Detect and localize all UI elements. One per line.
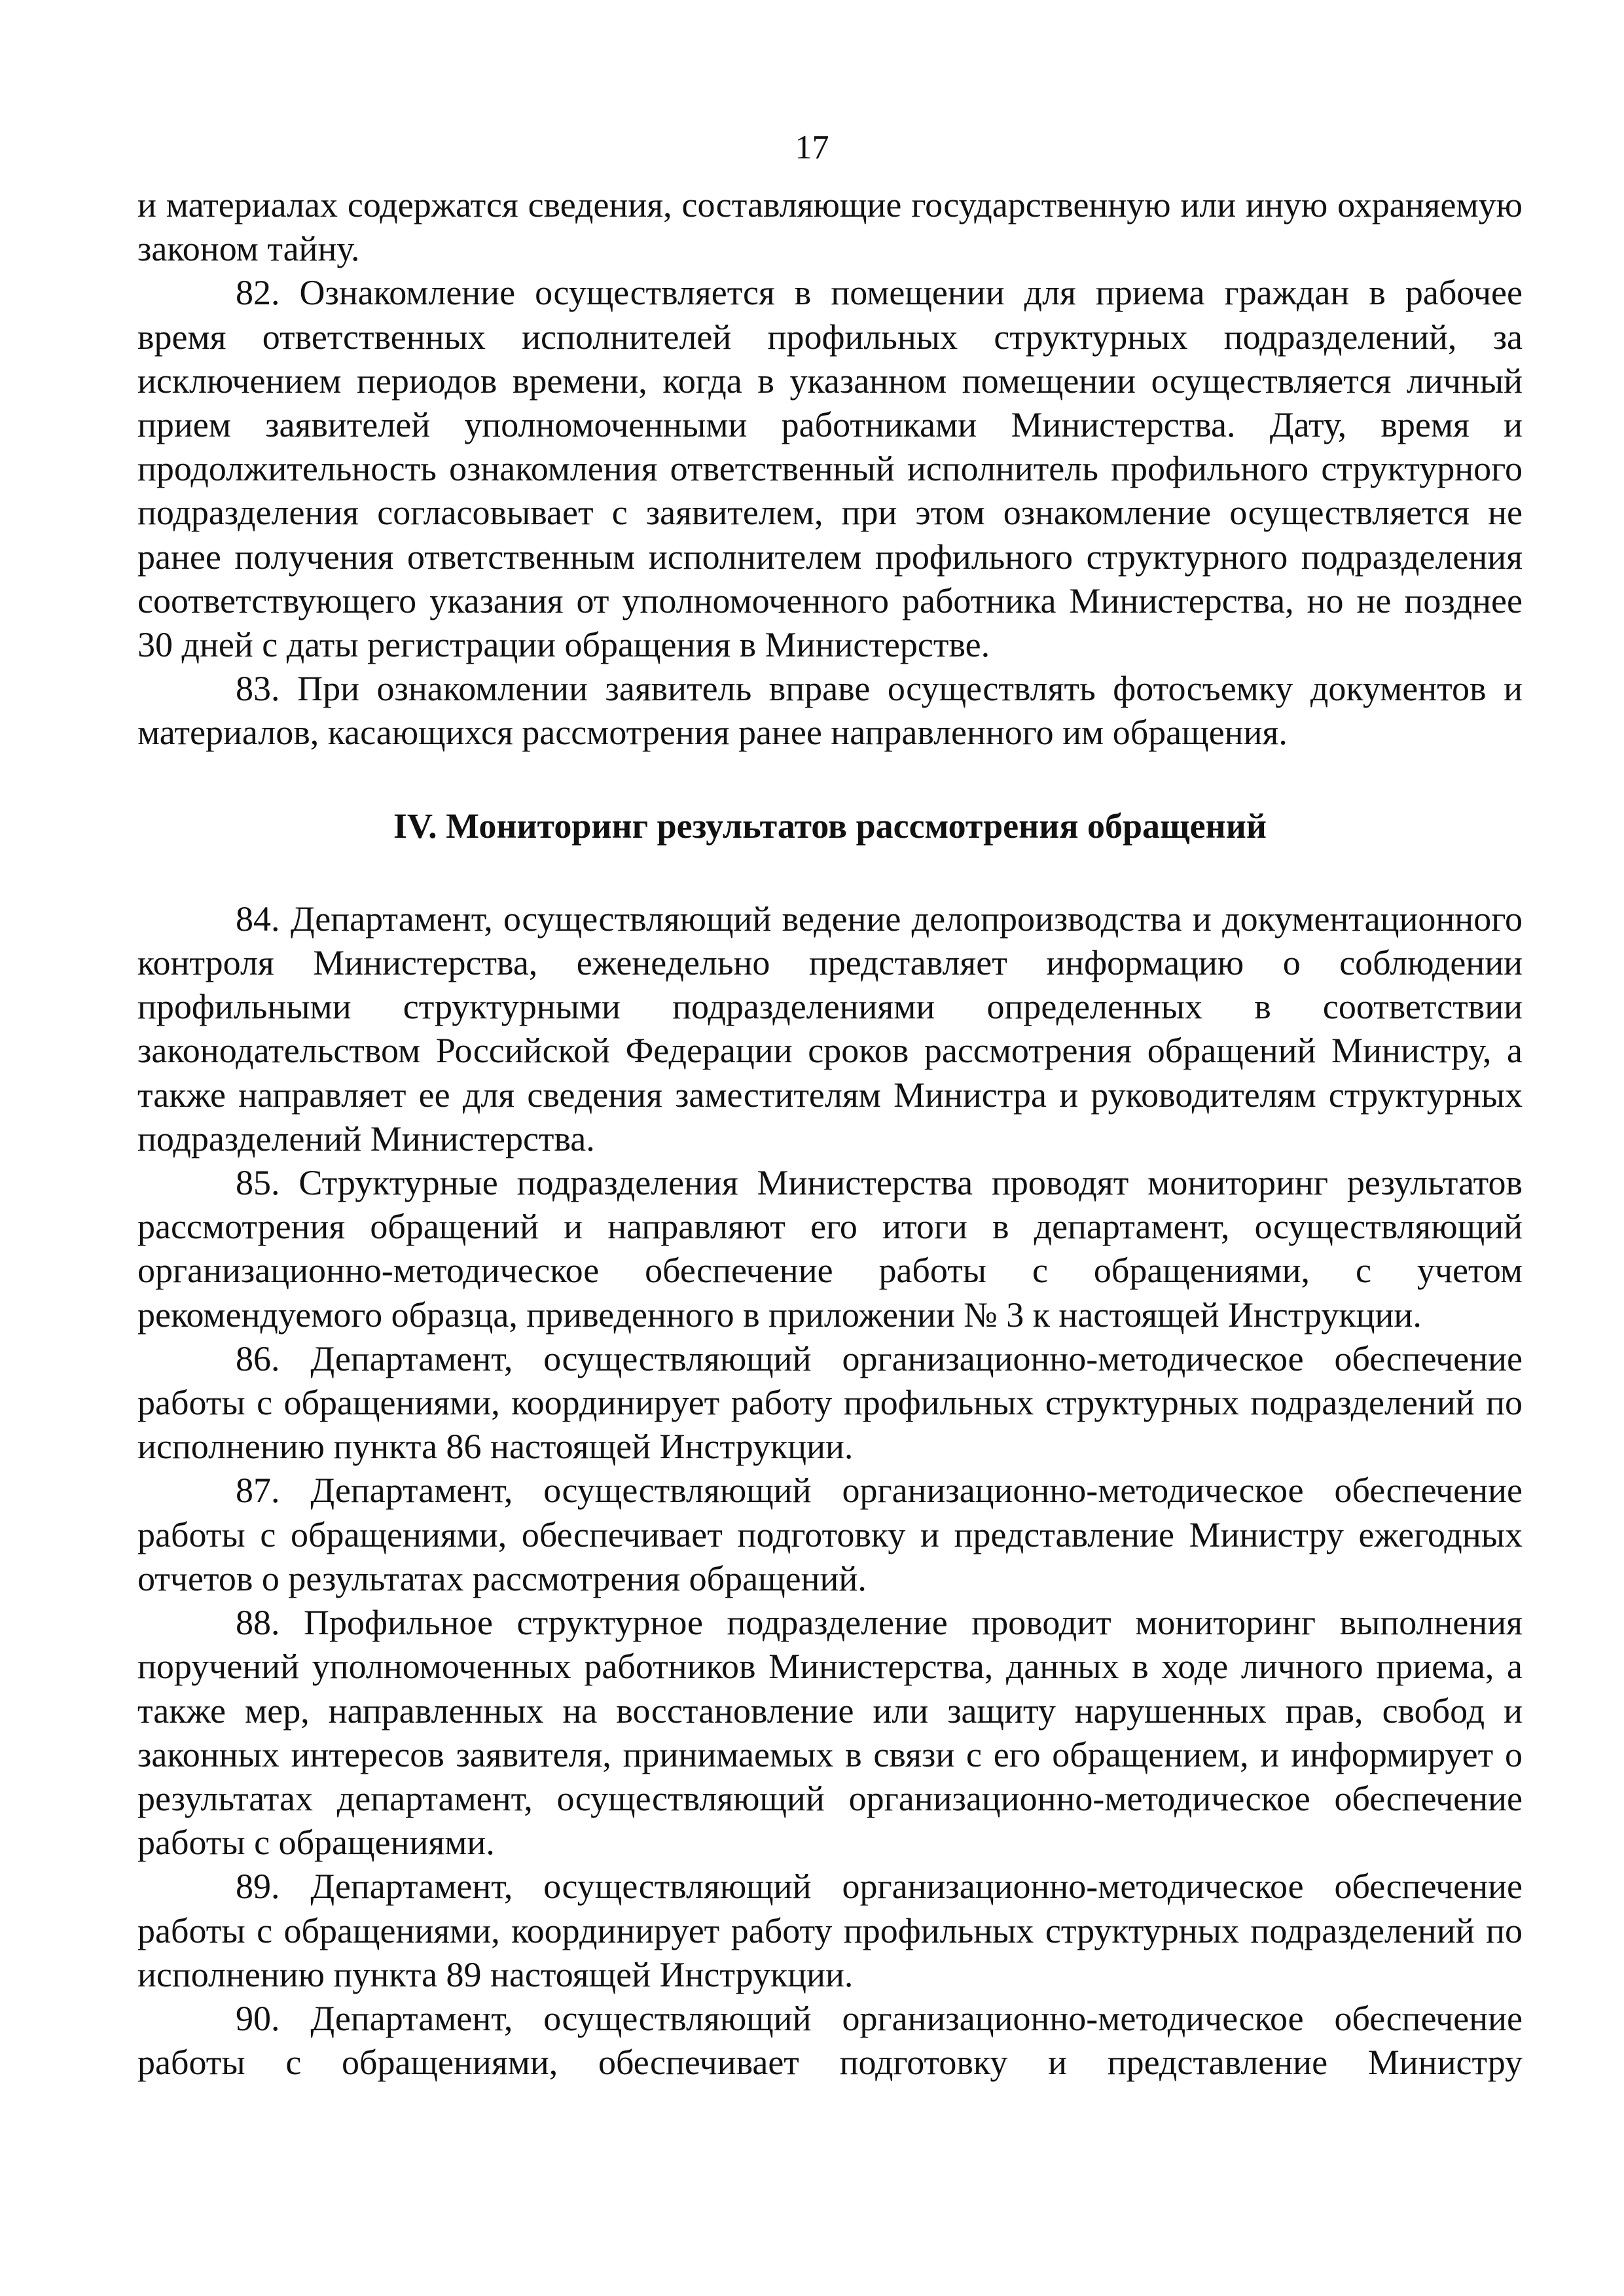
paragraph-84: 84. Департамент, осуществляющий ведение делопроизводства и документационного контроля Министерства, еженедельно представляет информацию о соблюдении профильными структурными подразделениями определенных в соответствии законодательством Российской Федерации сроков рассмотрения обращений Министру, а также направляет ее для сведения заместителям Министра и руководителям структурных подразделений Министерства.	[137, 899, 1523, 1158]
document-body	[137, 183, 1523, 2085]
paragraph-83: 83. При ознакомлении заявитель вправе осуществлять фотосъемку документов и материалов, касающихся рассмотрения ранее направленного им обращения.	[137, 669, 1523, 753]
paragraph-86: 86. Департамент, осуществляющий организационно-методическое обеспечение работы с обращениями, координирует работу профильных структурных подразделений по исполнению пункта 86 настоящей Инструкции.	[137, 1338, 1523, 1467]
paragraph-87: 87. Департамент, осуществляющий организационно-методическое обеспечение работы с обращениями, обеспечивает подготовку и представление Министру ежегодных отчетов о результатах рассмотрения обращений.	[137, 1471, 1523, 1598]
paragraph-89: 89. Департамент, осуществляющий организационно-методическое обеспечение работы с обращениями, координирует работу профильных структурных подразделений по исполнению пункта 89 настоящей Инструкции.	[137, 1867, 1523, 1994]
paragraph-85: 85. Структурные подразделения Министерства проводят мониторинг результатов рассмотрения обращений и направляют его итоги в департамент, осуществляющий организационно-методическое обеспечение работы с обращениями, с учетом рекомендуемого образца, приведенного в приложении № 3 к настоящей Инструкции.	[137, 1163, 1523, 1335]
paragraph-82: 82. Ознакомление осуществляется в помещении для приема граждан в рабочее время ответственных исполнителей профильных структурных подразделений, за исключением периодов времени, когда в указанном помещении осуществляется личный прием заявителей уполномоченными работниками Министерства. Дату, время и продолжительность ознакомления ответственный исполнитель профильного структурного подразделения согласовывает с заявителем, при этом ознакомление осуществляется не ранее получения ответственным исполнителем профильного структурного подразделения соответствующего указания от уполномоченного работника Министерства, но не позднее 30 дней с даты регистрации обращения в Министерстве.	[137, 273, 1523, 665]
paragraph-continuation: и материалах содержатся сведения, составляющие государственную или иную охраняемую законом тайну.	[137, 185, 1523, 269]
section-heading: IV. Мониторинг результатов рассмотрения обращений	[393, 806, 1267, 846]
paragraph-88: 88. Профильное структурное подразделение проводит мониторинг выполнения поручений уполномоченных работников Министерства, данных в ходе личного приема, а также мер, направленных на восстановление или защиту нарушенных прав, свобод и законных интересов заявителя, принимаемых в связи с его обращением, и информирует о результатах департамент, осуществляющий организационно-методическое обеспечение работы с обращениями.	[137, 1603, 1523, 1863]
paragraph-90: 90. Департамент, осуществляющий организационно-методическое обеспечение работы с обращениями, обеспечивает подготовку и представление Министру	[137, 1998, 1523, 2083]
page-number: 17	[795, 129, 829, 166]
